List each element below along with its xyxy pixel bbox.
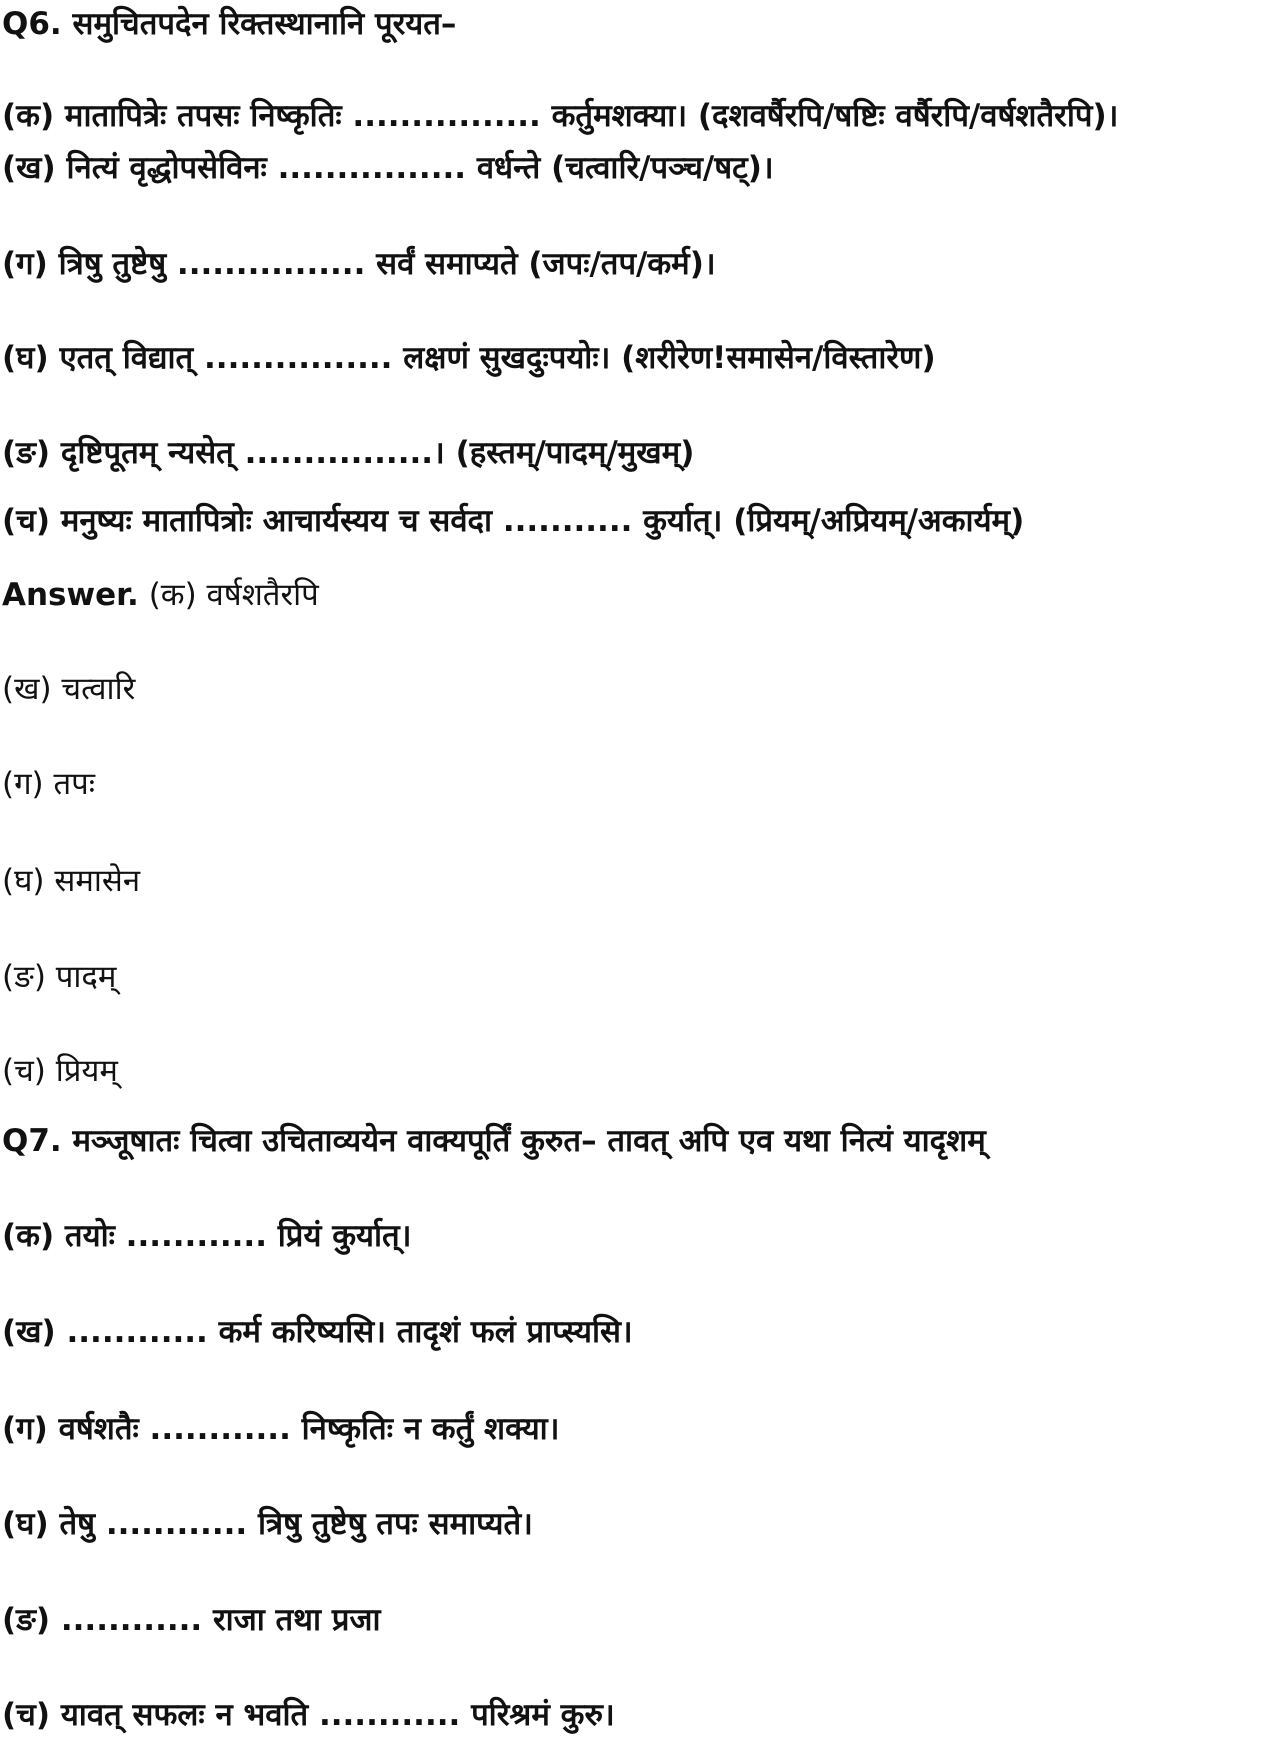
q6-item-gha: (घ) एतत् विद्यात् ................ लक्षणं सुखदुःपयोः। (शरीरेण!समासेन/विस्तारेण) (2, 340, 936, 376)
answer-kha: (ख) चत्वारि (2, 671, 136, 707)
q6-title: Q6. समुचितपदेन रिक्तस्थानानि पूरयत– (2, 6, 457, 42)
q7-item-ga: (ग) वर्षशतैः ............ निष्कृतिः न कर्तुं शक्या। (2, 1411, 560, 1447)
q6-item-ga: (ग) त्रिषु तुष्टेषु ................ सर्वं समाप्यते (जपः/तप/कर्म)। (2, 246, 716, 282)
q7-title: Q7. मञ्जूषातः चित्वा उचिताव्ययेन वाक्यपूर्तिं कुरुत– तावत् अपि एव यथा नित्यं यादृशम् (2, 1123, 986, 1159)
q6-item-nga: (ङ) दृष्टिपूतम् न्यसेत् ................। (हस्तम्/पादम्/मुखम्) (2, 435, 695, 471)
answer-label: Answer. (2, 577, 139, 613)
answer-ga: (ग) तपः (2, 766, 96, 802)
q7-item-cha: (च) यावत् सफलः न भवति ............ परिश्रमं कुरु। (2, 1697, 615, 1733)
q7-item-kha: (ख) ............ कर्म करिष्यसि। तादृशं फलं प्राप्स्यसि। (2, 1314, 633, 1350)
q7-item-gha: (घ) तेषु ............ त्रिषु तुष्टेषु तपः समाप्यते। (2, 1506, 533, 1542)
q7-item-ka: (क) तयोः ............ प्रियं कुर्यात्। (2, 1218, 412, 1254)
answer-cha: (च) प्रियम् (2, 1053, 118, 1089)
q6-item-cha: (च) मनुष्यः मातापित्रोः आचार्यस्यय च सर्वदा ........... कुर्यात्। (प्रियम्/अप्रियम्/अकार्यम्) (2, 503, 1025, 539)
answer-gha: (घ) समासेन (2, 863, 141, 899)
answer-ka: (क) वर्षशतैरपि (148, 577, 319, 613)
q7-item-nga: (ङ) ............ राजा तथा प्रजा (2, 1602, 381, 1638)
answer-nga: (ङ) पादम् (2, 959, 117, 995)
q6-item-kha: (ख) नित्यं वृद्धोपसेविनः ................ वर्धन्ते (चत्वारि/पञ्च/षट्)। (2, 150, 774, 186)
q6-answer-row (2, 575, 319, 615)
q6-item-ka: (क) मातापित्रेः तपसः निष्कृतिः ................ कर्तुमशक्या। (दशवर्षैरपि/षष्टिः वर्षैरपि/वर्षशतैरपि)। (2, 98, 1119, 134)
